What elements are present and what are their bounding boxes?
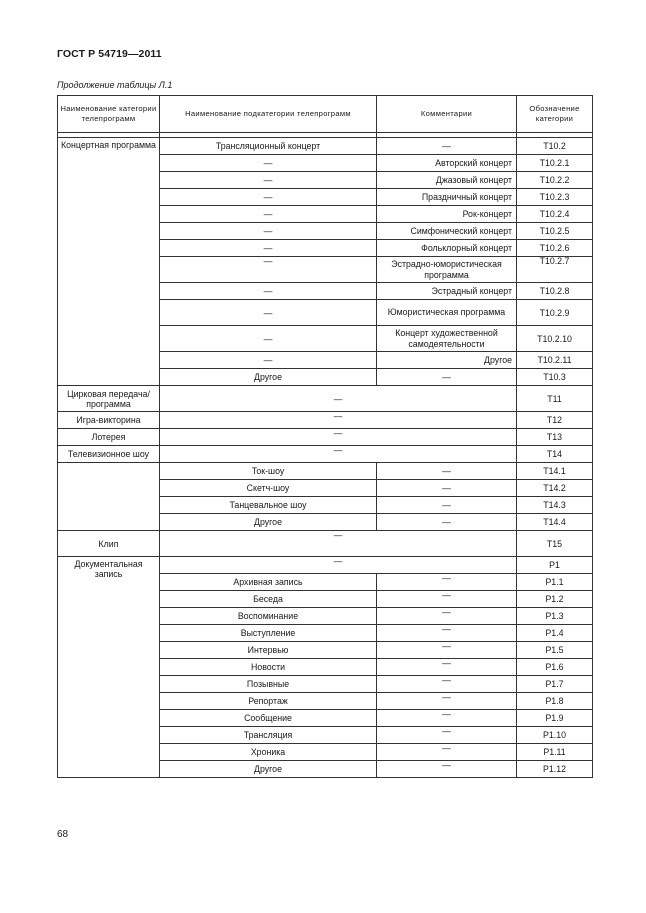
subcategory-cell: Архивная запись	[160, 574, 377, 591]
header-code: Обозначение категории	[517, 96, 593, 133]
comment-cell: Фольклорный концерт	[377, 240, 517, 257]
header-subcategory: Наименование подкатегории телепрограмм	[160, 96, 377, 133]
code-cell: P1.5	[517, 642, 593, 659]
table-row	[58, 429, 593, 446]
merged-dash-cell: —	[160, 557, 517, 574]
subcategory-cell: —	[160, 240, 377, 257]
code-cell: T14.4	[517, 514, 593, 531]
subcategory-cell: —	[160, 283, 377, 300]
table-row	[58, 557, 593, 574]
subcategory-cell: —	[160, 189, 377, 206]
comment-cell: Юмористическая программа	[377, 300, 517, 326]
subcategory-cell: Скетч-шоу	[160, 480, 377, 497]
page-number: 68	[57, 829, 69, 840]
comment-cell: —	[377, 369, 517, 386]
comment-cell: —	[377, 591, 517, 608]
merged-dash-cell: —	[160, 412, 517, 429]
merged-dash-cell: —	[160, 446, 517, 463]
categories-table	[57, 95, 593, 778]
code-cell: P1.11	[517, 744, 593, 761]
subcategory-cell: —	[160, 257, 377, 283]
merged-dash-cell: —	[160, 429, 517, 446]
code-cell: T10.2.6	[517, 240, 593, 257]
comment-cell: Симфонический концерт	[377, 223, 517, 240]
code-cell: P1.6	[517, 659, 593, 676]
comment-cell: —	[377, 727, 517, 744]
comment-cell: —	[377, 514, 517, 531]
code-cell: T10.2.11	[517, 352, 593, 369]
subcategory-cell: Новости	[160, 659, 377, 676]
category-clip: Клип	[58, 531, 160, 557]
merged-dash-cell: —	[160, 531, 517, 557]
code-cell: P1	[517, 557, 593, 574]
subcategory-cell: Другое	[160, 514, 377, 531]
table-row	[58, 386, 593, 412]
table-row	[58, 463, 593, 480]
comment-cell: —	[377, 138, 517, 155]
header-category: Наименование категории телепрограмм	[58, 96, 160, 133]
category-tv-show-continued	[58, 463, 160, 531]
comment-cell: Концерт художественной самодеятельности	[377, 326, 517, 352]
comment-cell: Рок-концерт	[377, 206, 517, 223]
code-cell: T10.2.10	[517, 326, 593, 352]
comment-cell: Авторский концерт	[377, 155, 517, 172]
subcategory-cell: —	[160, 155, 377, 172]
subcategory-cell: Репортаж	[160, 693, 377, 710]
subcategory-cell: Позывные	[160, 676, 377, 693]
subcategory-cell: Другое	[160, 761, 377, 778]
comment-cell: —	[377, 608, 517, 625]
category-tv-show: Телевизионное шоу	[58, 446, 160, 463]
code-cell: T12	[517, 412, 593, 429]
code-cell: T10.2.4	[517, 206, 593, 223]
table-header-row	[58, 96, 593, 133]
code-cell: P1.10	[517, 727, 593, 744]
comment-cell: —	[377, 625, 517, 642]
subcategory-cell: —	[160, 300, 377, 326]
subcategory-cell: Хроника	[160, 744, 377, 761]
table-continuation-caption: Продолжение таблицы Л.1	[57, 80, 173, 90]
code-cell: T14.3	[517, 497, 593, 514]
standard-number: ГОСТ Р 54719—2011	[57, 48, 162, 60]
code-cell: P1.4	[517, 625, 593, 642]
category-quiz: Игра-викторина	[58, 412, 160, 429]
comment-cell: —	[377, 463, 517, 480]
comment-cell: —	[377, 676, 517, 693]
comment-cell: —	[377, 659, 517, 676]
subcategory-cell: —	[160, 352, 377, 369]
subcategory-cell: Беседа	[160, 591, 377, 608]
subcategory-cell: Танцевальное шоу	[160, 497, 377, 514]
code-cell: T15	[517, 531, 593, 557]
comment-cell: Джазовый концерт	[377, 172, 517, 189]
code-cell: T10.2	[517, 138, 593, 155]
code-cell: P1.2	[517, 591, 593, 608]
subcategory-cell: Трансляция	[160, 727, 377, 744]
category-circus: Цирковая передача/ программа	[58, 386, 160, 412]
comment-cell: —	[377, 497, 517, 514]
code-cell: T13	[517, 429, 593, 446]
category-concert: Концертная программа	[58, 138, 160, 386]
subcategory-cell: Ток-шоу	[160, 463, 377, 480]
code-cell: T14.2	[517, 480, 593, 497]
subcategory-cell: Сообщение	[160, 710, 377, 727]
subcategory-cell: Трансляционный концерт	[160, 138, 377, 155]
subcategory-cell: —	[160, 206, 377, 223]
comment-cell: —	[377, 693, 517, 710]
comment-cell: Другое	[377, 352, 517, 369]
code-cell: T11	[517, 386, 593, 412]
header-comment: Комментарии	[377, 96, 517, 133]
code-cell: T10.2.7	[517, 257, 593, 283]
code-cell: P1.7	[517, 676, 593, 693]
table-row	[58, 531, 593, 557]
code-cell: P1.8	[517, 693, 593, 710]
code-cell: P1.12	[517, 761, 593, 778]
code-cell: T10.2.1	[517, 155, 593, 172]
code-cell: T14.1	[517, 463, 593, 480]
comment-cell: Эстрадный концерт	[377, 283, 517, 300]
category-lottery: Лотерея	[58, 429, 160, 446]
subcategory-cell: Интервью	[160, 642, 377, 659]
code-cell: P1.3	[517, 608, 593, 625]
subcategory-cell: Выступление	[160, 625, 377, 642]
subcategory-cell: —	[160, 172, 377, 189]
table-row	[58, 446, 593, 463]
code-cell: T14	[517, 446, 593, 463]
code-cell: T10.2.9	[517, 300, 593, 326]
comment-cell: —	[377, 710, 517, 727]
comment-cell: —	[377, 744, 517, 761]
code-cell: T10.2.8	[517, 283, 593, 300]
subcategory-cell: —	[160, 223, 377, 240]
table-row	[58, 138, 593, 155]
code-cell: P1.1	[517, 574, 593, 591]
merged-dash-cell: —	[160, 386, 517, 412]
comment-cell: Праздничный концерт	[377, 189, 517, 206]
category-documentary: Документальная запись	[58, 557, 160, 778]
comment-cell: —	[377, 480, 517, 497]
table-row	[58, 412, 593, 429]
comment-cell: —	[377, 574, 517, 591]
subcategory-cell: Другое	[160, 369, 377, 386]
code-cell: T10.2.5	[517, 223, 593, 240]
subcategory-cell: Воспоминание	[160, 608, 377, 625]
code-cell: T10.2.2	[517, 172, 593, 189]
code-cell: P1.9	[517, 710, 593, 727]
comment-cell: —	[377, 761, 517, 778]
comment-cell: Эстрадно-юмористическая программа	[377, 257, 517, 283]
comment-cell: —	[377, 642, 517, 659]
code-cell: T10.2.3	[517, 189, 593, 206]
code-cell: T10.3	[517, 369, 593, 386]
subcategory-cell: —	[160, 326, 377, 352]
